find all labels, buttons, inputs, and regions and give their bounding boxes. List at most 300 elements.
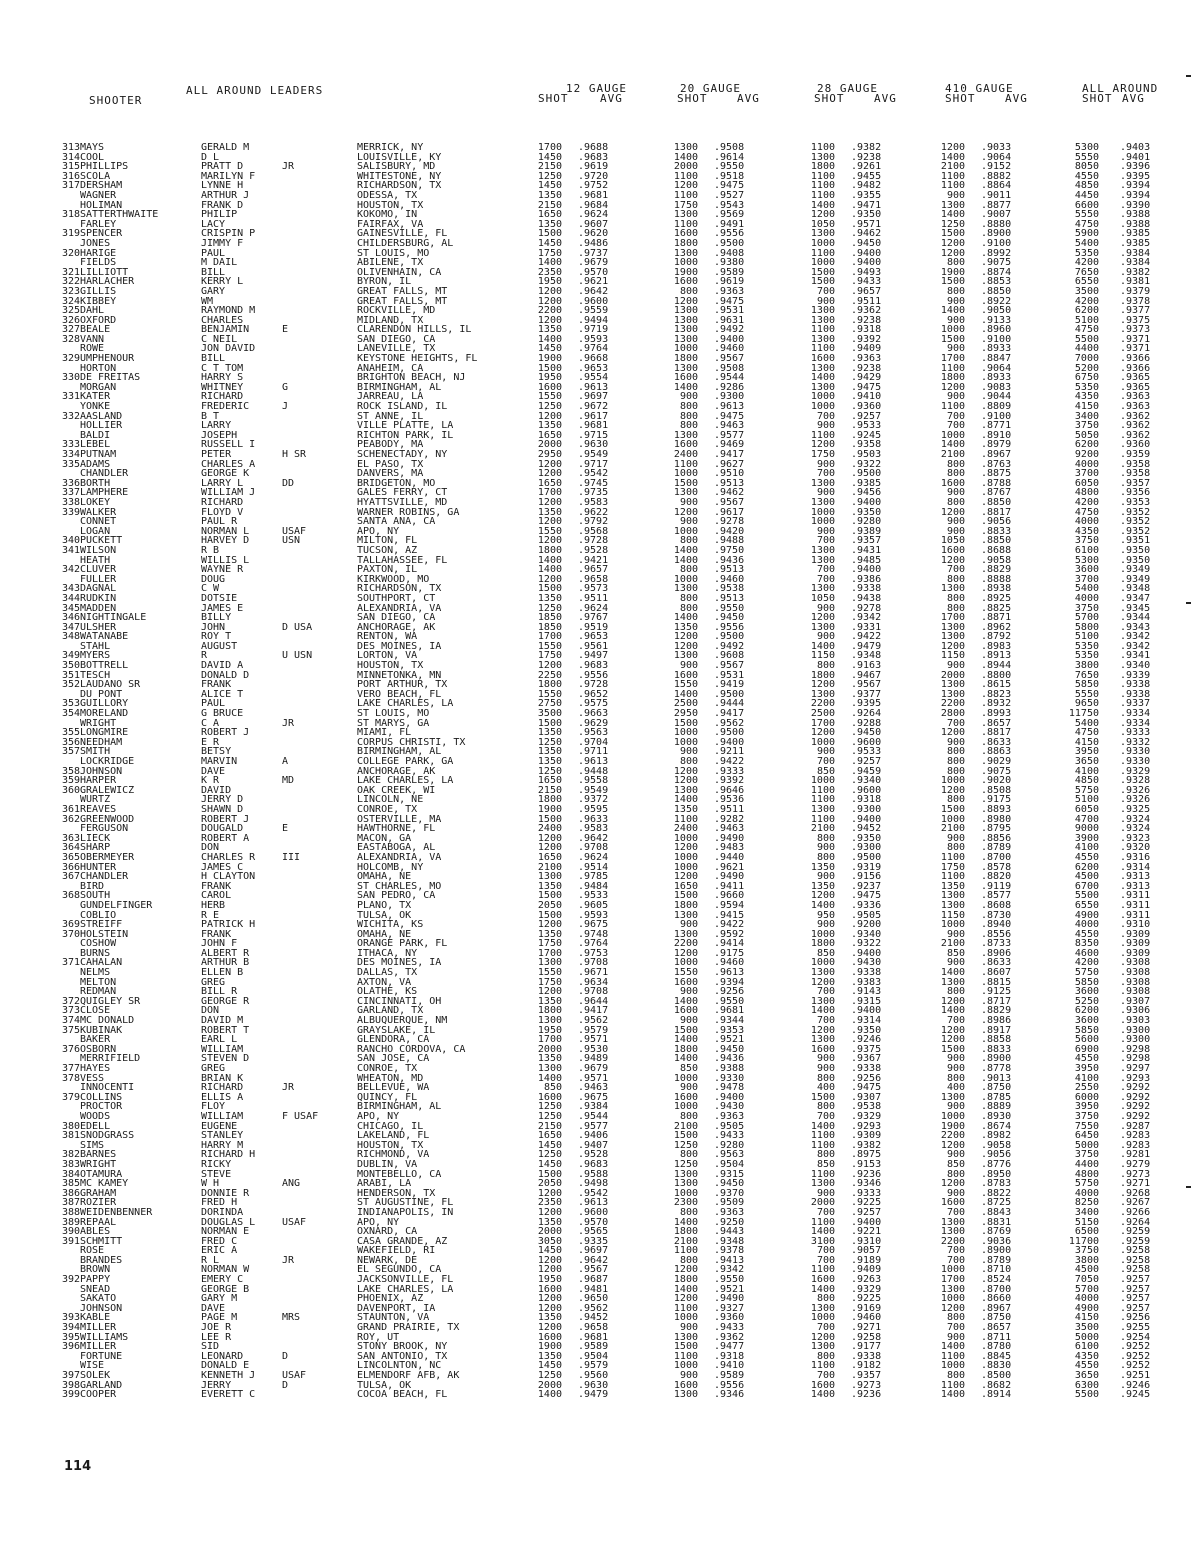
cell-hometown: ST LOUIS, MO — [357, 247, 430, 259]
cell-first-name: DONNIE R — [201, 1187, 250, 1199]
cell-aa-avg: .9337 — [1120, 698, 1151, 710]
cell-last-name: SHARP — [80, 842, 111, 854]
cell-g20-avg: .9619 — [714, 276, 745, 288]
cell-g28-shot: 900 — [816, 420, 835, 432]
cell-g12-avg: .9697 — [578, 1245, 609, 1257]
cell-aa-avg: .9375 — [1120, 314, 1151, 326]
cell-aa-shot: 11700 — [1068, 1235, 1099, 1247]
cell-aa-avg: .9287 — [1120, 1120, 1151, 1132]
cell-last-name: SCHMITT — [80, 1235, 123, 1247]
cell-hometown: ARABI, LA — [357, 1178, 412, 1190]
cell-g20-shot: 1400 — [673, 612, 698, 624]
cell-g410-shot: 700 — [946, 1245, 965, 1257]
cell-g20-avg: .9577 — [714, 429, 745, 441]
cell-g28-avg: .9475 — [851, 381, 882, 393]
cell-g410-shot: 800 — [946, 1072, 965, 1084]
cell-g12-shot: 1550 — [537, 640, 562, 652]
cell-g20-shot: 900 — [679, 1015, 698, 1027]
cell-g12-avg: .9563 — [578, 727, 609, 739]
cell-g28-shot: 1000 — [810, 928, 835, 940]
cell-rank: 379 — [62, 1091, 81, 1103]
cell-g410-shot: 2800 — [940, 708, 965, 720]
cell-hometown: SCHENECTADY, NY — [357, 449, 448, 460]
cell-g410-avg: .8633 — [981, 957, 1012, 969]
cell-aa-avg: .9252 — [1120, 1360, 1151, 1372]
cell-g28-avg: .9460 — [851, 1312, 882, 1324]
cell-g12-shot: 1250 — [537, 1101, 562, 1113]
cell-aa-avg: .9381 — [1120, 276, 1151, 288]
cell-hometown: RICHMOND, VA — [357, 1149, 430, 1161]
cell-last-name: BRANDES — [80, 1254, 123, 1266]
cell-g12-shot: 1750 — [537, 247, 562, 259]
cell-aa-avg: .9313 — [1120, 880, 1151, 892]
cell-aa-avg: .9257 — [1120, 1283, 1151, 1295]
cell-g20-shot: 1800 — [673, 1043, 698, 1055]
cell-g410-avg: .9036 — [981, 1235, 1012, 1247]
cell-first-name: K R — [201, 775, 220, 787]
cell-hometown: FAIRFAX, VA — [357, 218, 424, 230]
cell-g410-avg: .8578 — [981, 861, 1012, 873]
cell-g28-avg: .9237 — [851, 880, 882, 892]
cell-g20-avg: .9280 — [714, 1139, 745, 1151]
cell-g28-avg: .9500 — [851, 851, 882, 863]
cell-g28-shot: 1100 — [810, 1168, 835, 1180]
cell-rank: 322 — [62, 276, 81, 288]
cell-aa-avg: .9297 — [1120, 1063, 1151, 1074]
cell-aa-avg: .9245 — [1120, 1389, 1151, 1401]
cell-g410-shot: 700 — [946, 1015, 965, 1027]
cell-g12-shot: 1800 — [537, 794, 562, 806]
cell-g20-avg: .9250 — [714, 1216, 745, 1228]
cell-g410-avg: .8874 — [981, 266, 1012, 278]
cell-aa-shot: 5300 — [1074, 554, 1099, 566]
cell-g12-shot: 1400 — [537, 257, 562, 269]
cell-g12-shot: 1550 — [537, 391, 562, 403]
cell-g12-shot: 1500 — [537, 890, 562, 902]
cell-aa-avg: .9311 — [1120, 909, 1151, 921]
cell-g20-avg: .9175 — [714, 947, 745, 959]
cell-g20-shot: 900 — [679, 1370, 698, 1381]
cell-hometown: JACKSONVILLE, FL — [357, 1274, 454, 1286]
cell-g410-shot: 2200 — [940, 698, 965, 710]
cell-g410-avg: .8967 — [981, 1302, 1012, 1314]
cell-g410-shot: 900 — [946, 516, 965, 528]
cell-g28-shot: 900 — [816, 458, 835, 470]
cell-aa-avg: .9307 — [1120, 995, 1151, 1007]
cell-rank: 367 — [62, 871, 81, 883]
cell-g12-shot: 1650 — [537, 851, 562, 863]
cell-g410-avg: .8524 — [981, 1274, 1012, 1286]
cell-g28-avg: .9163 — [851, 660, 882, 672]
cell-g410-avg: .9100 — [981, 410, 1012, 422]
cell-g20-shot: 1500 — [673, 1341, 698, 1353]
cell-first-name: RICHARD — [201, 391, 244, 403]
cell-rank: 323 — [62, 285, 81, 297]
cell-first-name: MARILYN F — [201, 170, 256, 182]
cell-hometown: BELLEVUE, WA — [357, 1082, 430, 1094]
cell-g20-shot: 2400 — [673, 449, 698, 460]
cell-g28-avg: .9475 — [851, 1082, 882, 1094]
cell-aa-shot: 4550 — [1074, 170, 1099, 182]
cell-g410-shot: 1300 — [940, 899, 965, 911]
cell-g20-shot: 1300 — [673, 1331, 698, 1343]
page-number: 114 — [64, 1459, 92, 1474]
cell-g28-avg: .9153 — [851, 1158, 882, 1170]
cell-g410-shot: 1300 — [940, 1216, 965, 1228]
cell-g410-shot: 2000 — [940, 669, 965, 681]
cell-g410-shot: 1300 — [940, 688, 965, 700]
cell-aa-avg: .9328 — [1120, 775, 1151, 787]
cell-g20-avg: .9563 — [714, 1149, 745, 1161]
cell-g28-avg: .9456 — [851, 487, 882, 499]
cell-aa-shot: 3800 — [1074, 660, 1099, 672]
cell-g20-shot: 1500 — [673, 1130, 698, 1142]
cell-aa-shot: 6550 — [1074, 899, 1099, 911]
cell-g28-shot: 900 — [816, 1063, 835, 1074]
cell-g20-shot: 1000 — [673, 736, 698, 748]
cell-g12-shot: 1400 — [537, 554, 562, 566]
cell-g28-shot: 3100 — [810, 1235, 835, 1247]
cell-g410-shot: 900 — [946, 343, 965, 355]
cell-g410-avg: .8910 — [981, 429, 1012, 441]
cell-suffix: DD — [282, 477, 295, 489]
cell-g410-shot: 1200 — [940, 1178, 965, 1190]
cell-aa-shot: 6600 — [1074, 199, 1099, 211]
cell-g20-avg: .9492 — [714, 324, 745, 336]
cell-g410-shot: 1100 — [940, 180, 965, 192]
cell-g410-avg: .8925 — [981, 592, 1012, 604]
cell-g20-shot: 1400 — [673, 544, 698, 556]
cell-rank: 359 — [62, 775, 81, 787]
cell-first-name: NORMAN E — [201, 1226, 250, 1238]
cell-g12-shot: 1350 — [537, 1053, 562, 1065]
cell-g410-avg: .8938 — [981, 583, 1012, 595]
cell-last-name: BEALE — [80, 324, 111, 336]
cell-g410-avg: .8710 — [981, 1264, 1012, 1276]
cell-g20-shot: 2100 — [673, 1235, 698, 1247]
cell-aa-shot: 5200 — [1074, 362, 1099, 374]
cell-aa-avg: .9314 — [1120, 861, 1151, 873]
cell-g28-avg: .9571 — [851, 218, 882, 230]
cell-aa-shot: 3750 — [1074, 535, 1099, 547]
cell-last-name: GUNDELFINGER — [80, 899, 153, 911]
cell-g20-avg: .9594 — [714, 899, 745, 911]
cell-suffix: D USA — [282, 621, 313, 633]
cell-g410-shot: 1000 — [940, 1293, 965, 1305]
cell-g20-avg: .9550 — [714, 995, 745, 1007]
cell-g410-avg: .8933 — [981, 372, 1012, 384]
cell-g28-avg: .9264 — [851, 708, 882, 720]
cell-g12-shot: 1750 — [537, 938, 562, 950]
cell-g28-shot: 1200 — [810, 612, 835, 624]
cell-g12-shot: 1450 — [537, 1245, 562, 1257]
cell-last-name: GARLAND — [80, 1379, 123, 1391]
cell-rank: 373 — [62, 1005, 81, 1017]
cell-rank: 313 — [62, 142, 81, 153]
cell-last-name: BURNS — [80, 947, 111, 959]
cell-g12-avg: .9658 — [578, 1322, 609, 1334]
cell-g28-avg: .9257 — [851, 1206, 882, 1218]
cell-g20-shot: 1300 — [673, 784, 698, 796]
cell-aa-shot: 4400 — [1074, 343, 1099, 355]
gauge-12-title: 12 GAUGE — [566, 82, 627, 95]
cell-last-name: WILSON — [80, 544, 117, 556]
cell-aa-shot: 5900 — [1074, 228, 1099, 240]
cell-g28-avg: .9431 — [851, 544, 882, 556]
cell-aa-shot: 5550 — [1074, 151, 1099, 163]
cell-g12-shot: 2200 — [537, 305, 562, 317]
cell-hometown: CORPUS CHRISTI, TX — [357, 736, 466, 748]
cell-g12-shot: 1450 — [537, 1158, 562, 1170]
cell-hometown: KEYSTONE HEIGHTS, FL — [357, 353, 478, 365]
cell-g20-avg: .9513 — [714, 564, 745, 576]
cell-g410-shot: 1200 — [940, 1139, 965, 1151]
cell-aa-avg: .9326 — [1120, 794, 1151, 806]
cell-g12-avg: .9697 — [578, 391, 609, 403]
cell-aa-shot: 5500 — [1074, 1389, 1099, 1401]
cell-hometown: EL SEGUNDO, CA — [357, 1264, 442, 1276]
cell-g12-shot: 3050 — [537, 1235, 562, 1247]
cell-g12-avg: .9668 — [578, 353, 609, 365]
cell-g28-shot: 700 — [816, 1245, 835, 1257]
cell-g28-shot: 1000 — [810, 736, 835, 748]
cell-last-name: WISE — [80, 1360, 105, 1372]
cell-hometown: GALES FERRY, CT — [357, 487, 448, 499]
cell-aa-shot: 7650 — [1074, 669, 1099, 681]
cell-g12-shot: 1650 — [537, 775, 562, 787]
cell-g12-avg: .9642 — [578, 1254, 609, 1266]
all-around-avg-header: AVG — [1122, 92, 1145, 105]
cell-g28-avg: .9600 — [851, 736, 882, 748]
cell-g410-shot: 1200 — [940, 554, 965, 566]
cell-hometown: OAK CREEK, WI — [357, 784, 436, 796]
cell-g12-avg: .9573 — [578, 583, 609, 595]
cell-g20-shot: 800 — [679, 1149, 698, 1161]
cell-first-name: FRED C — [201, 1235, 238, 1247]
cell-g410-avg: .8711 — [981, 1331, 1012, 1343]
cell-first-name: FRANK — [201, 880, 232, 892]
cell-first-name: LEONARD — [201, 1350, 244, 1362]
cell-g20-avg: .9348 — [714, 1235, 745, 1247]
cell-g12-avg: .9605 — [578, 899, 609, 911]
cell-hometown: HAWTHORNE, FL — [357, 823, 436, 835]
cell-g28-avg: .9322 — [851, 938, 882, 950]
cell-aa-avg: .9347 — [1120, 592, 1151, 604]
cell-first-name: W H — [201, 1178, 220, 1190]
cell-g410-shot: 1050 — [940, 535, 965, 547]
cell-aa-avg: .9324 — [1120, 813, 1151, 825]
cell-first-name: PAUL R — [201, 516, 238, 528]
cell-rank: 394 — [62, 1322, 81, 1334]
cell-hometown: OLATHE, KS — [357, 986, 418, 998]
cell-g20-avg: .9550 — [714, 602, 745, 614]
cell-g12-shot: 1250 — [537, 401, 562, 413]
cell-g410-avg: .8983 — [981, 640, 1012, 652]
cell-hometown: LAKE CHARLES, LA — [357, 1283, 454, 1295]
cell-g12-shot: 1350 — [537, 928, 562, 940]
cell-g28-avg: .9336 — [851, 899, 882, 911]
cell-hometown: HOUSTON, TX — [357, 199, 424, 211]
cell-g12-avg: .9571 — [578, 1072, 609, 1084]
cell-hometown: ST MARYS, GA — [357, 717, 430, 729]
cell-last-name: FARLEY — [80, 218, 117, 230]
cell-last-name: FIELDS — [80, 257, 117, 269]
cell-g12-shot: 1850 — [537, 612, 562, 624]
cell-aa-avg: .9394 — [1120, 189, 1151, 201]
cell-last-name: DERSHAM — [80, 180, 123, 192]
cell-aa-shot: 5100 — [1074, 631, 1099, 643]
cell-g410-avg: .8871 — [981, 612, 1012, 624]
cell-g410-shot: 800 — [946, 285, 965, 297]
cell-g28-avg: .9245 — [851, 429, 882, 441]
cell-g20-shot: 800 — [679, 592, 698, 604]
cell-g20-avg: .9508 — [714, 362, 745, 374]
cell-g20-avg: .9460 — [714, 573, 745, 585]
cell-last-name: COOL — [80, 151, 105, 163]
cell-g28-shot: 1400 — [810, 1226, 835, 1238]
cell-first-name: FLOY — [201, 1101, 226, 1113]
cell-g20-shot: 2400 — [673, 823, 698, 835]
cell-aa-shot: 5350 — [1074, 650, 1099, 662]
cell-g12-shot: 1800 — [537, 679, 562, 691]
cell-g28-avg: .9430 — [851, 957, 882, 969]
cell-aa-shot: 5350 — [1074, 247, 1099, 259]
cell-g410-avg: .8850 — [981, 285, 1012, 297]
cell-g410-avg: .8875 — [981, 468, 1012, 480]
cell-rank: 365 — [62, 851, 81, 863]
cell-aa-shot: 9650 — [1074, 698, 1099, 710]
cell-aa-shot: 4350 — [1074, 525, 1099, 537]
cell-aa-avg: .9268 — [1120, 1187, 1151, 1199]
cell-aa-avg: .9271 — [1120, 1178, 1151, 1190]
cell-g28-shot: 2100 — [810, 823, 835, 835]
cell-hometown: SAN DIEGO, CA — [357, 612, 436, 624]
cell-g410-avg: .8853 — [981, 276, 1012, 288]
cell-last-name: LIECK — [80, 832, 111, 844]
cell-aa-avg: .9311 — [1120, 890, 1151, 902]
cell-g20-avg: .9543 — [714, 199, 745, 211]
cell-g410-avg: .8856 — [981, 832, 1012, 844]
cell-g20-shot: 800 — [679, 1206, 698, 1218]
cell-last-name: CHANDLER — [80, 468, 129, 480]
cell-g28-avg: .9340 — [851, 928, 882, 940]
cell-g410-avg: .8633 — [981, 736, 1012, 748]
cell-g410-avg: .8789 — [981, 1254, 1012, 1266]
cell-first-name: AUGUST — [201, 640, 238, 652]
cell-g28-shot: 900 — [816, 525, 835, 537]
cell-aa-shot: 6900 — [1074, 1043, 1099, 1055]
cell-rank: 343 — [62, 583, 81, 595]
cell-aa-avg: .9352 — [1120, 525, 1151, 537]
cell-g20-avg: .9589 — [714, 1370, 745, 1381]
cell-g410-avg: .8700 — [981, 851, 1012, 863]
cell-g410-avg: .8822 — [981, 1187, 1012, 1199]
cell-last-name: LONGMIRE — [80, 727, 129, 739]
gauge-28-shot-header: SHOT — [814, 92, 845, 105]
cell-g12-avg: .9575 — [578, 698, 609, 710]
cell-g410-shot: 1400 — [940, 1005, 965, 1017]
cell-g28-shot: 1000 — [810, 1312, 835, 1324]
cell-g410-shot: 800 — [946, 602, 965, 614]
cell-last-name: SNEAD — [80, 1283, 111, 1295]
cell-g410-shot: 1500 — [940, 333, 965, 345]
cell-aa-shot: 4150 — [1074, 1312, 1099, 1324]
cell-aa-shot: 8250 — [1074, 1197, 1099, 1209]
cell-g12-avg: .9549 — [578, 449, 609, 460]
cell-g28-shot: 1100 — [810, 142, 835, 153]
cell-hometown: INDIANAPOLIS, IN — [357, 1206, 454, 1218]
cell-aa-avg: .9283 — [1120, 1130, 1151, 1142]
cell-g12-shot: 1700 — [537, 487, 562, 499]
cell-aa-shot: 6700 — [1074, 880, 1099, 892]
cell-aa-shot: 3500 — [1074, 285, 1099, 297]
cell-g28-avg: .9482 — [851, 180, 882, 192]
cell-g28-shot: 1100 — [810, 180, 835, 192]
cell-aa-shot: 5700 — [1074, 1283, 1099, 1295]
cell-g410-avg: .8864 — [981, 180, 1012, 192]
cell-g20-avg: .9400 — [714, 736, 745, 748]
cell-g410-shot: 2100 — [940, 823, 965, 835]
cell-hometown: OLIVENHAIN, CA — [357, 266, 442, 278]
cell-g12-avg: .9619 — [578, 161, 609, 173]
cell-g12-avg: .9624 — [578, 209, 609, 221]
cell-last-name: ADAMS — [80, 458, 111, 470]
cell-aa-shot: 4500 — [1074, 871, 1099, 883]
cell-g410-avg: .9013 — [981, 1072, 1012, 1084]
cell-g20-avg: .9518 — [714, 170, 745, 182]
cell-g20-avg: .9521 — [714, 1283, 745, 1295]
cell-aa-avg: .9384 — [1120, 257, 1151, 269]
cell-last-name: DU PONT — [80, 688, 123, 700]
cell-hometown: ELMENDORF AFB, AK — [357, 1370, 460, 1381]
cell-first-name: PRATT D — [201, 161, 244, 173]
cell-g12-avg: .9681 — [578, 1331, 609, 1343]
cell-g20-shot: 1800 — [673, 899, 698, 911]
gauge-20-title: 20 GAUGE — [680, 82, 741, 95]
cell-g28-avg: .9382 — [851, 1139, 882, 1151]
cell-g410-avg: .8823 — [981, 688, 1012, 700]
cell-g28-avg: .9357 — [851, 535, 882, 547]
cell-first-name: WAYNE R — [201, 564, 244, 576]
cell-g20-avg: .9469 — [714, 439, 745, 451]
cell-hometown: ROCKVILLE, MD — [357, 305, 436, 317]
cell-aa-avg: .9339 — [1120, 669, 1151, 681]
cell-last-name: BOTTRELL — [80, 660, 129, 672]
cell-aa-avg: .9323 — [1120, 832, 1151, 844]
cell-aa-avg: .9320 — [1120, 842, 1151, 854]
cell-g410-shot: 1300 — [940, 679, 965, 691]
cell-g28-shot: 1150 — [810, 650, 835, 662]
cell-g12-shot: 2750 — [537, 698, 562, 710]
cell-last-name: FERGUSON — [80, 823, 129, 835]
cell-g410-shot: 700 — [946, 1254, 965, 1266]
cell-first-name: ROBERT J — [201, 727, 250, 739]
cell-g20-shot: 1000 — [673, 573, 698, 585]
cell-aa-shot: 3650 — [1074, 756, 1099, 767]
cell-g28-shot: 1300 — [810, 544, 835, 556]
cell-g28-shot: 1000 — [810, 237, 835, 249]
cell-g28-shot: 1200 — [810, 727, 835, 739]
cell-hometown: ALBUQUERQUE, NM — [357, 1015, 448, 1027]
cell-g20-avg: .9538 — [714, 583, 745, 595]
cell-g28-shot: 1100 — [810, 324, 835, 336]
cell-aa-avg: .9283 — [1120, 1139, 1151, 1151]
cell-g410-shot: 1400 — [940, 151, 965, 163]
cell-g20-avg: .9567 — [714, 660, 745, 672]
cell-aa-avg: .9255 — [1120, 1322, 1151, 1334]
cell-aa-avg: .9401 — [1120, 151, 1151, 163]
cell-g410-shot: 1500 — [940, 803, 965, 815]
